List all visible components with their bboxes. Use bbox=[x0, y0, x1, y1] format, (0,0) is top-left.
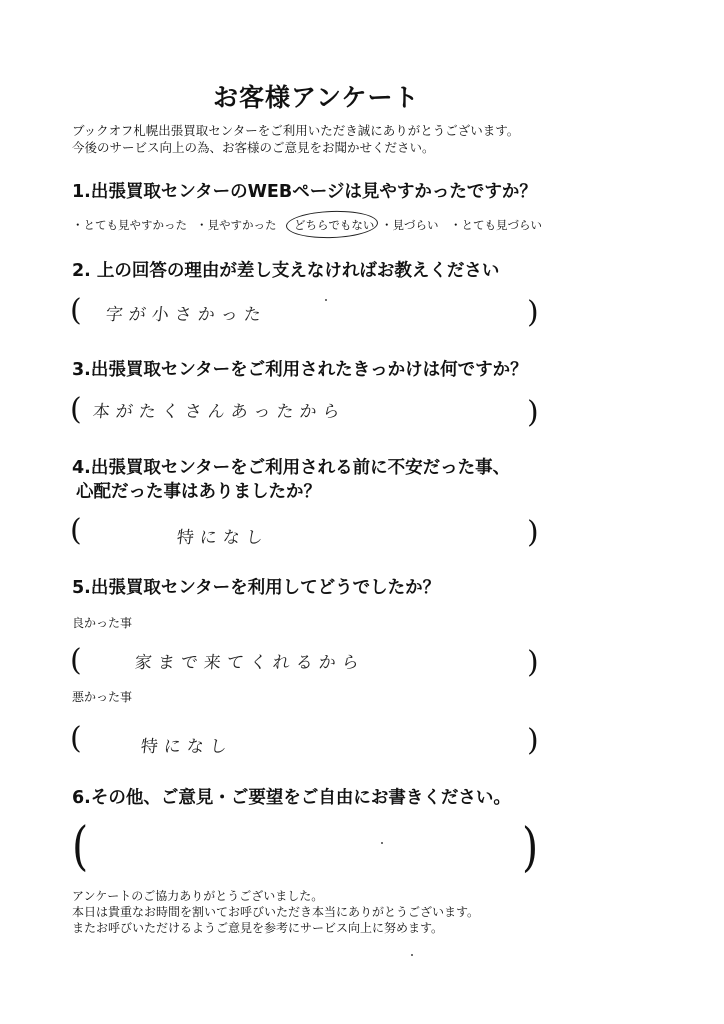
q4-answer[interactable]: 特になし bbox=[175, 528, 270, 548]
question-2: 2. 上の回答の理由が差し支えなければお教えください bbox=[72, 261, 500, 281]
question-6: 6.その他、ご意見・ご要望をご自由にお書きください。 bbox=[72, 788, 511, 808]
survey-title: お客様アンケート bbox=[213, 83, 420, 112]
q3-open-paren: ( bbox=[70, 392, 82, 427]
q5-bad-close-paren: ) bbox=[527, 723, 539, 758]
q5-good-label: 良かった事 bbox=[72, 616, 133, 630]
speck bbox=[381, 842, 383, 844]
q4-open-paren: ( bbox=[70, 513, 82, 548]
q1-option-very-easy[interactable]: ・とても見やすかった bbox=[72, 218, 187, 232]
q6-close-paren: ) bbox=[522, 818, 539, 878]
q4-close-paren: ) bbox=[527, 515, 539, 550]
outro-line-2: 本日は貴重なお時間を割いてお呼びいただき本当にありがとうございます。 bbox=[72, 905, 480, 919]
intro-line-1: ブックオフ札幌出張買取センターをご利用いただき誠にありがとうございます。 bbox=[72, 123, 520, 138]
question-5: 5.出張買取センターを利用してどうでしたか？ bbox=[72, 578, 441, 598]
speck bbox=[411, 954, 413, 956]
q6-answer[interactable] bbox=[139, 840, 502, 864]
outro-line-3: またお呼びいただけるようご意見を参考にサービス向上に努めます。 bbox=[72, 921, 444, 935]
question-3: 3.出張買取センターをご利用されたきっかけは何ですか？ bbox=[72, 360, 528, 380]
q3-close-paren: ) bbox=[527, 395, 539, 430]
q3-answer[interactable]: 本がたくさんあったから bbox=[91, 402, 347, 422]
q5-good-close-paren: ) bbox=[527, 645, 539, 680]
q2-open-paren: ( bbox=[70, 293, 82, 328]
question-1: 1.出張買取センターのWEBページは見やすかったですか？ bbox=[72, 182, 537, 202]
q5-bad-open-paren: ( bbox=[70, 721, 82, 756]
q6-open-paren: ( bbox=[72, 817, 89, 877]
q5-good-answer[interactable]: 家まで来てくれるから bbox=[133, 653, 366, 673]
q5-bad-answer[interactable]: 特になし bbox=[139, 737, 234, 757]
q5-good-open-paren: ( bbox=[70, 643, 82, 678]
q1-option-easy[interactable]: ・見やすかった bbox=[196, 218, 277, 232]
question-4-line-1: 4.出張買取センターをご利用される前に不安だった事、 bbox=[72, 458, 511, 478]
q2-close-paren: ) bbox=[527, 295, 539, 330]
q1-option-neither[interactable]: どちらでもない bbox=[294, 218, 375, 232]
q1-option-very-hard[interactable]: ・とても見づらい bbox=[450, 218, 542, 232]
q1-option-hard[interactable]: ・見づらい bbox=[381, 218, 439, 232]
speck bbox=[325, 299, 327, 301]
question-4-line-2: 心配だった事はありましたか？ bbox=[76, 482, 321, 502]
q5-bad-label: 悪かった事 bbox=[72, 690, 133, 704]
outro-line-1: アンケートのご協力ありがとうございました。 bbox=[72, 889, 324, 903]
q2-answer[interactable]: 字が小さかった bbox=[104, 305, 268, 325]
intro-line-2: 今後のサービス向上の為、お客様のご意見をお聞かせください。 bbox=[72, 140, 435, 155]
